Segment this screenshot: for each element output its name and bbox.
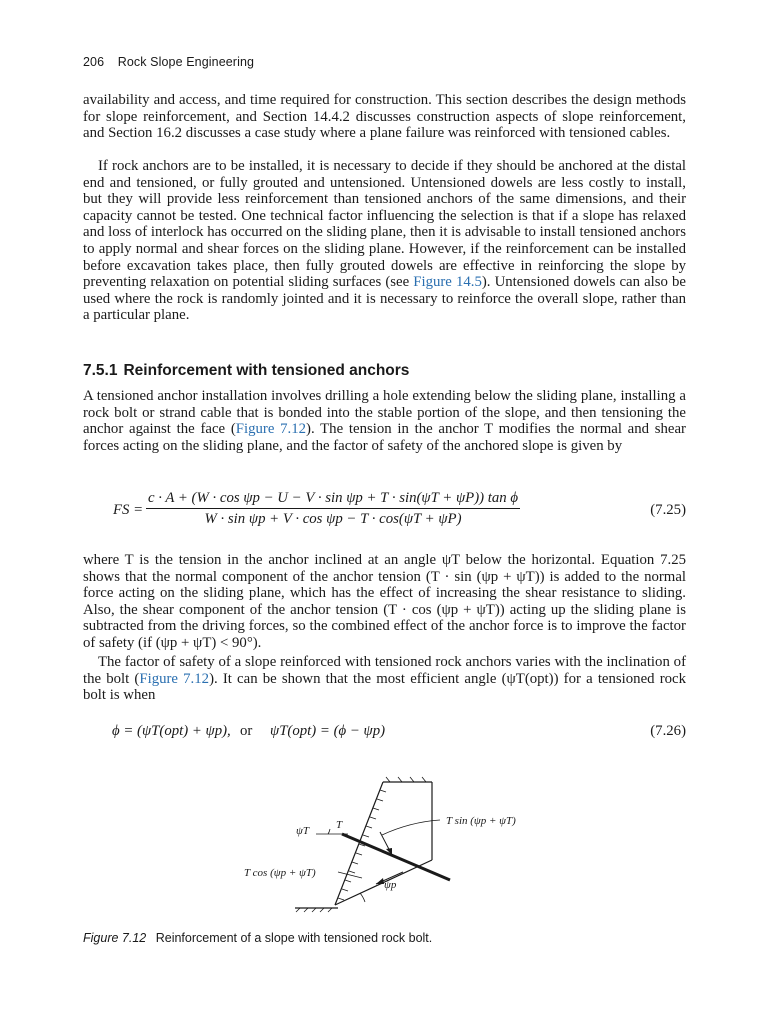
angle-arc-psi-p	[360, 893, 365, 902]
equation-7-26	[83, 723, 686, 743]
rock-bolt	[342, 834, 450, 880]
figure-14-5-link[interactable]: Figure 14.5	[413, 274, 482, 291]
paragraph-text: If rock anchors are to be installed, it is necessary to decide if they should be anchored at the distal end and tensioned, or fully grouted and untensioned. Untensioned dowels are less costly to install, but they will provide less reinforcement than tensioned anchors of the same dimensions, and their capacity cannot be tested. One technical factor influencing the selection is that if a slope has relaxed and loss of interlock has occurred on the sliding plane, then it is advisable to install tensioned anchors to apply normal and shear forces on the sliding plane. However, if the reinforcement can be installed before excavation takes place, then fully grouted dowels are effective in reinforcing the slope by preventing relaxation on potential sliding surfaces (see	[83, 158, 686, 291]
label-psi-t: ψT	[296, 825, 309, 837]
eq-left: ϕ = (ψT(opt) + ψp),	[112, 723, 231, 739]
paragraph-1	[83, 92, 686, 142]
eq-denominator: W · sin ψp + V · cos ψp − T · cos(ψT + ψP)	[204, 511, 462, 527]
eq-fraction	[146, 490, 520, 528]
paragraph-text: ). Untensioned dowels can also be used where the rock is randomly jointed and it is necessary to reinforce the overall slope, rather than a particular plane.	[83, 274, 686, 324]
toe-hatching	[295, 908, 338, 912]
eq-right: ψT(opt) = (ϕ − ψp)	[270, 723, 386, 739]
caption-label: Figure 7.12	[83, 931, 147, 945]
paragraph-text: where T is the tension in the anchor inclined at an angle ψT below the horizontal. Equation 7.25 shows that the normal component of the anchor tension (T · sin (ψp + ψT)) is added to the normal force acting on the sliding plane, which has the effect of increasing the shear resistance to sliding. Also, the shear component of the anchor tension (T · cos (ψp + ψT)) acting up the sliding plane is subtracted from the driving forces, so the combined effect of the anchor force is to improve the factor of safety (if (ψp + ψT) < 90°).	[83, 552, 686, 651]
label-psi-p: ψp	[384, 879, 397, 891]
label-t-cos: T cos (ψp + ψT)	[244, 867, 316, 879]
paragraph-text: ). It can be shown that the most efficient angle (ψT(opt)) for a tensioned rock bolt is when	[83, 670, 686, 704]
paragraph-text: The factor of safety of a slope reinforced with tensioned rock anchors varies with the inclination of the bolt (	[83, 654, 686, 687]
equation-number: (7.25)	[650, 502, 686, 518]
paragraph-4	[83, 552, 686, 652]
eq-lhs: FS =	[113, 502, 144, 518]
paragraph-2	[83, 158, 686, 324]
equation-7-25	[83, 490, 686, 530]
arrow-head	[376, 878, 384, 884]
paragraph-5	[83, 654, 686, 704]
leader-t-sin	[382, 820, 440, 835]
eq-or: or	[240, 723, 253, 739]
leader-t-cos	[338, 872, 362, 878]
paragraph-3	[83, 388, 686, 454]
eq-numerator: c · A + (W · cos ψp − U − V · sin ψp + T · sin(ψT + ψP)) tan ϕ	[146, 490, 520, 509]
equation-number: (7.26)	[650, 723, 686, 739]
angle-arc-psi-t	[328, 829, 330, 834]
paragraph-text: A tensioned anchor installation involves drilling a hole extending below the sliding plane, installing a rock bolt or strand cable that is bonded into the stable portion of the slope, and then tensioning the anchor against the face (	[83, 388, 686, 438]
label-t: T	[336, 819, 343, 831]
caption-text: Reinforcement of a slope with tensioned rock bolt.	[155, 931, 433, 945]
paragraph-text: availability and access, and time required for construction. This section describes the design methods for slope reinforcement, and Section 14.4.2 discusses construction aspects of slope reinforcement, and Section 16.2 discusses a case study where a plane failure was reinforced with tensioned cables.	[83, 92, 686, 142]
section-number: 7.5.1	[83, 362, 118, 379]
figure-caption	[83, 931, 432, 945]
paragraph-text: ). The tension in the anchor T modifies the normal and shear forces acting on the sliding plane, and the factor of safety of the anchored slope is given by	[83, 421, 686, 454]
section-title: Reinforcement with tensioned anchors	[123, 362, 410, 379]
figure-7-12-link[interactable]: Figure 7.12	[139, 670, 210, 687]
label-t-sin: T sin (ψp + ψT)	[446, 815, 516, 827]
page-number: 206	[83, 55, 105, 69]
running-title: Rock Slope Engineering	[117, 55, 255, 69]
figure-7-12-link[interactable]: Figure 7.12	[235, 421, 307, 438]
running-head	[83, 55, 254, 69]
section-heading	[83, 362, 686, 380]
